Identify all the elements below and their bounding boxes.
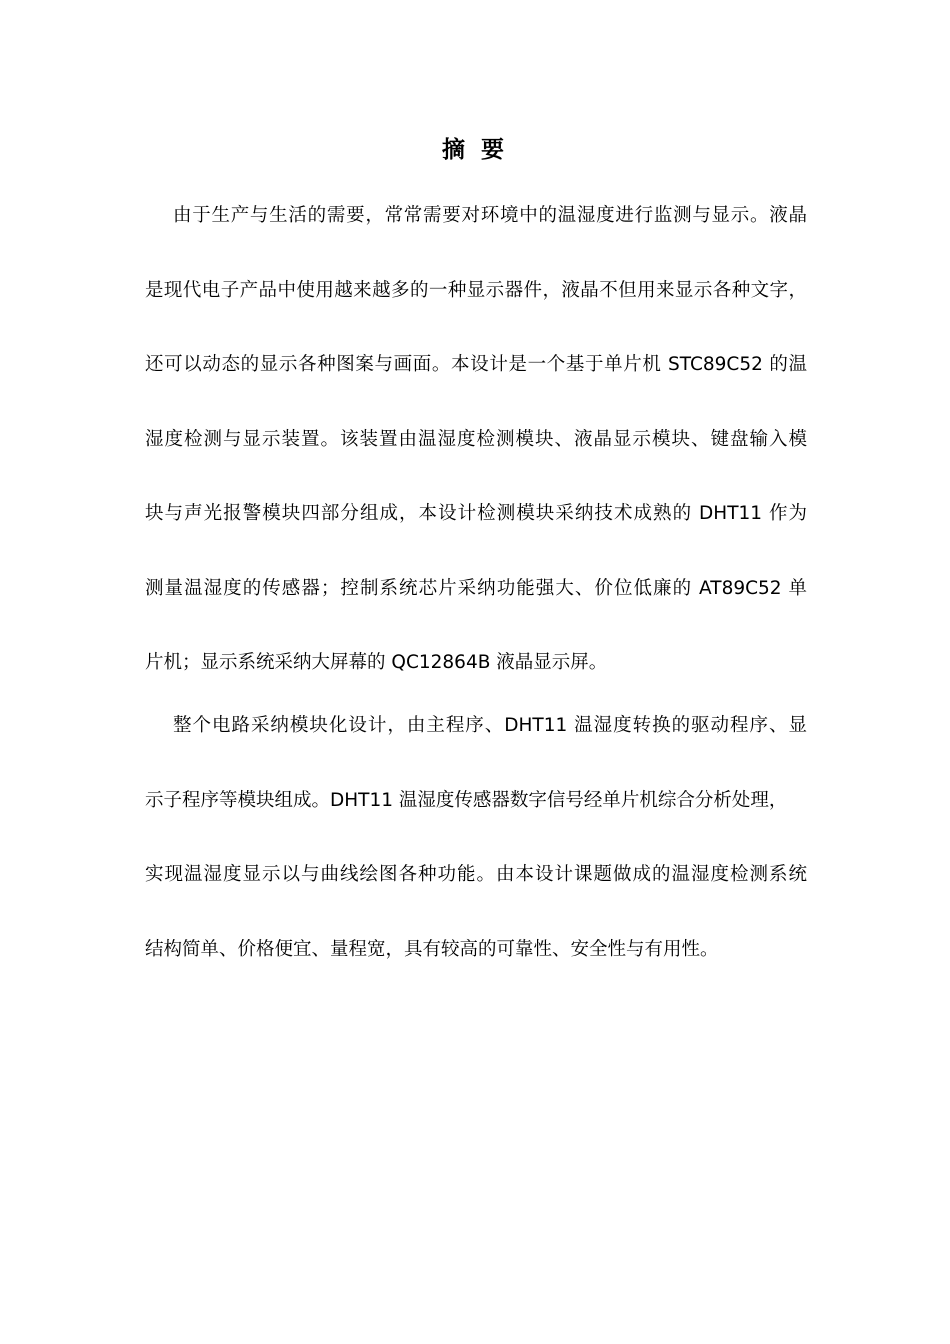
paragraph-2-line-3: 实现温湿度显示以与曲线绘图各种功能。由本设计课题做成的温湿度检测系统 [145,864,807,885]
paragraph-1-line-3: 还可以动态的显示各种图案与画面。本设计是一个基于单片机 STC89C52 的温 [145,354,807,375]
paragraph-1-line-5: 块与声光报警模块四部分组成，本设计检测模块采纳技术成熟的 DHT11 作为 [145,503,807,524]
paragraph-2-line-4: 结构简单、价格便宜、量程宽，具有较高的可靠性、安全性与有用性。 [145,939,719,960]
paragraph-1-line-7: 片机；显示系统采纳大屏幕的 QC12864B 液晶显示屏。 [145,652,608,673]
paragraph-1-line-4: 湿度检测与显示装置。该装置由温湿度检测模块、液晶显示模块、键盘输入模 [145,429,807,450]
paragraph-1-line-1: 由于生产与生活的需要，常常需要对环境中的温湿度进行监测与显示。液晶 [173,205,807,226]
paragraph-1-line-2: 是现代电子产品中使用越来越多的一种显示器件，液晶不但用来显示各种文字， [145,280,807,301]
abstract-title: 摘 要 [441,137,508,163]
paragraph-1-line-6: 测量温湿度的传感器；控制系统芯片采纳功能强大、价位低廉的 AT89C52 单 [145,578,807,599]
paragraph-2-line-2: 示子程序等模块组成。DHT11 温湿度传感器数字信号经单片机综合分析处理， [145,790,788,811]
paragraph-2-line-1: 整个电路采纳模块化设计，由主程序、DHT11 温湿度转换的驱动程序、显 [173,715,807,736]
